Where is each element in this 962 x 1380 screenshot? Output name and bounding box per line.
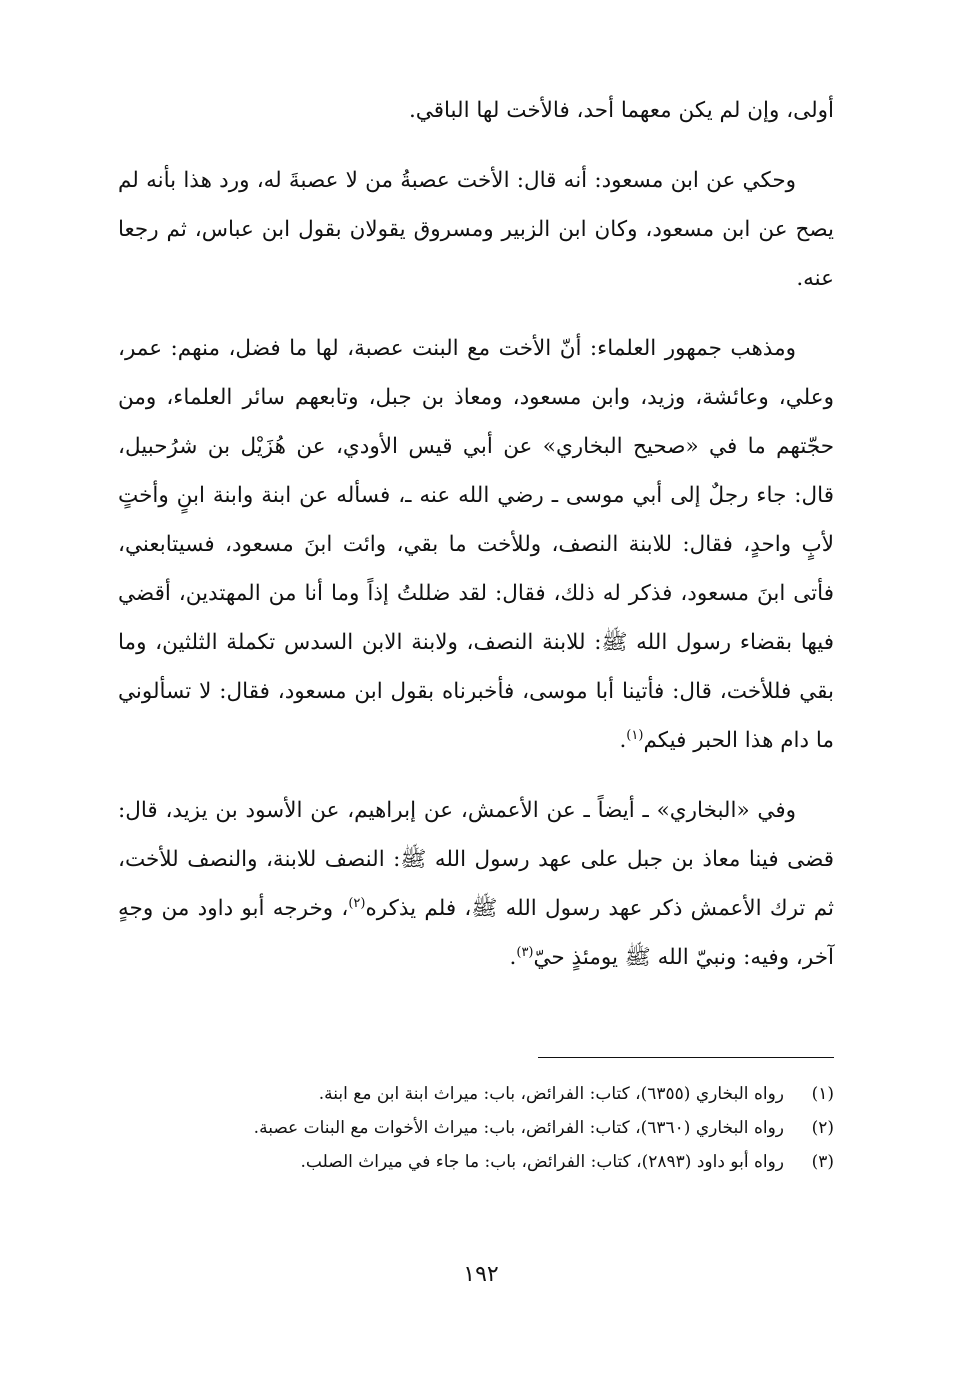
main-text — [118, 86, 834, 1003]
footnote-3 — [118, 1145, 834, 1179]
paragraph-2-text: وحكي عن ابن مسعود: أنه قال: الأخت عصبةُ من لا عصبةَ له، ورد هذا بأنه لم يصح عن ابن مسعود، وكان ابن الزبير ومسروق يقولان بقول ابن عباس، ثم رجعا عنه. — [118, 168, 834, 291]
footnote-marker-3[interactable]: (٣) — [516, 944, 534, 960]
paragraph-4-text: وفي «البخاري» ـ أيضاً ـ عن الأعمش، عن إبراهيم، عن الأسود بن يزيد، قال: قضى فينا معاذ بن جبل على عهد رسول الله ﷺ: النصف للابنة، والنصف للأخت، ثم ترك الأعمش ذكر عهد رسول الله ﷺ، فلم يذكره — [118, 798, 834, 921]
footnote-separator — [538, 1057, 834, 1058]
paragraph-1-text: أولى، وإن لم يكن معهما أحد، فالأخت لها الباقي. — [408, 98, 834, 123]
footnote-3-number: (٣) — [811, 1152, 834, 1172]
footnote-2-number: (٢) — [811, 1118, 834, 1138]
page-number: ١٩٢ — [463, 1262, 499, 1287]
paragraph-4-end: . — [509, 945, 517, 970]
footnote-1-text: رواه البخاري (٦٣٥٥)، كتاب: الفرائض، باب: ميراث ابنة ابن مع ابنة. — [318, 1084, 784, 1104]
paragraph-1 — [118, 86, 834, 135]
paragraph-4-continuation: ، وخرجه أبو داود من وجهٍ آخر، وفيه: ونبيّ الله ﷺ يومئذٍ حيّ — [118, 896, 834, 970]
footnote-1 — [118, 1077, 834, 1111]
footnote-marker-2[interactable]: (٢) — [348, 895, 366, 911]
paragraph-2 — [118, 156, 834, 303]
paragraph-3-text: ومذهب جمهور العلماء: أنّ الأخت مع البنت عصبة، لها ما فضل، منهم: عمر، وعلي، وعائشة، وزيد، وابن مسعود، ومعاذ بن جبل، وتابعهم سائر العلماء، ومن حجّتهم ما في «صحيح البخاري» عن أبي قيس الأودي، عن هُزَيْل بن شرُحبيل، قال: جاء رجلٌ إلى أبي موسى ـ رضي الله عنه ـ، فسأله عن ابنة وابنة ابنٍ وأختٍ لأبٍ واحدٍ، فقال: للابنة النصف، وللأخت ما بقي، وائت ابنَ مسعود، فسيتابعني، فأتى ابنَ مسعود، فذكر له ذلك، فقال: لقد ضللتُ إذاً وما أنا من المهتدين، أقضي فيها بقضاء رسول الله ﷺ: للابنة النصف، ولابنة الابن السدس تكملة الثلثين، وما بقي فللأخت، قال: فأتينا أبا موسى، فأخبرناه بقول ابن مسعود، فقال: لا تسألوني ما دام هذا الحبر فيكم — [118, 336, 834, 753]
footnote-3-text: رواه أبو داود (٢٨٩٣)، كتاب: الفرائض، باب: ما جاء في ميراث الصلب. — [300, 1152, 784, 1172]
footnote-2-text: رواه البخاري (٦٣٦٠)، كتاب: الفرائض، باب: ميراث الأخوات مع البنات عصبة. — [253, 1118, 784, 1138]
paragraph-3-end: . — [619, 728, 627, 753]
paragraph-4 — [118, 786, 834, 982]
footnote-2 — [118, 1111, 834, 1145]
footnote-marker-1[interactable]: (١) — [626, 727, 644, 743]
paragraph-3 — [118, 324, 834, 765]
footnotes-list — [118, 1077, 834, 1179]
footnote-1-number: (١) — [811, 1084, 834, 1104]
